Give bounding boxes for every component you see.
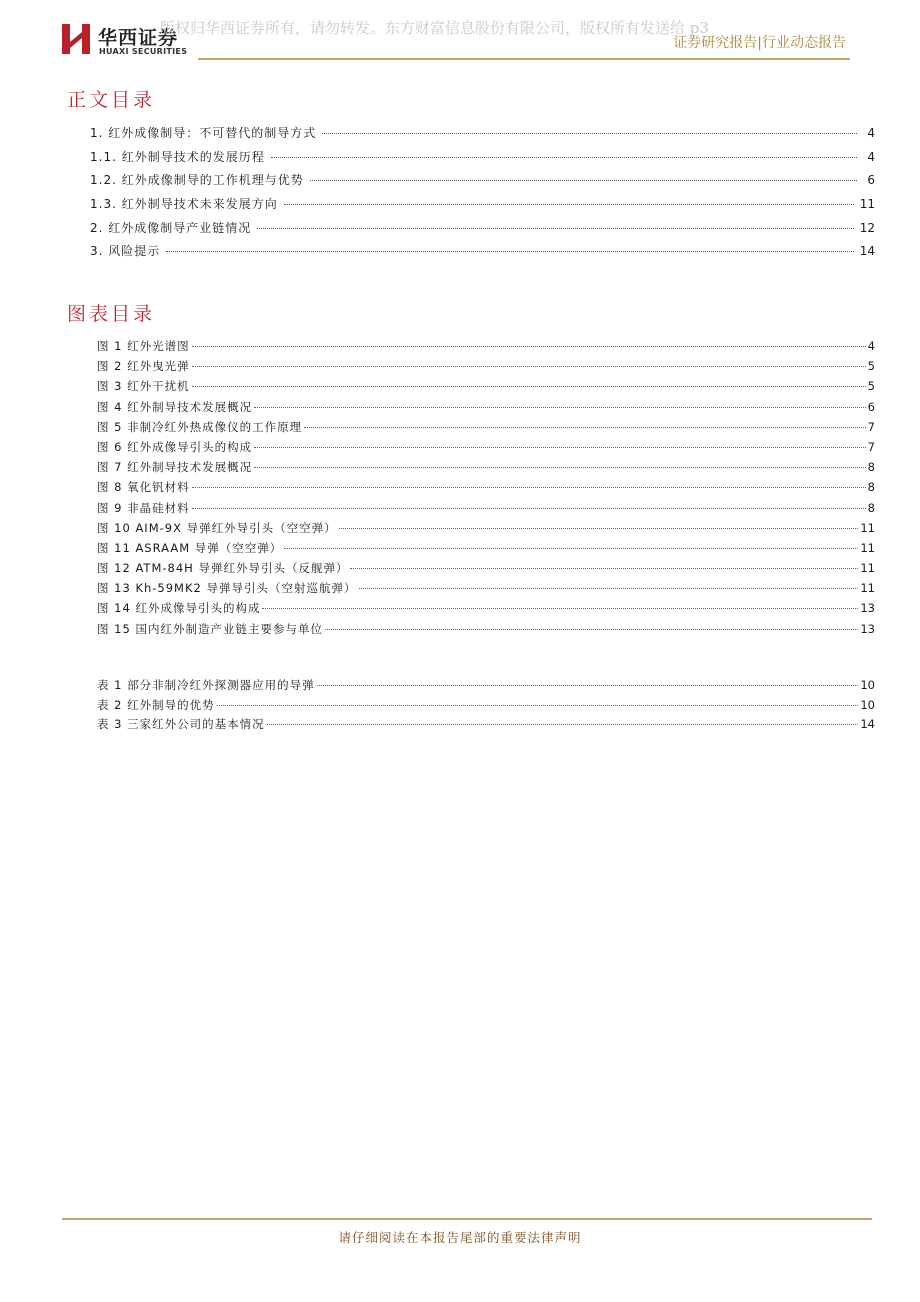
dot-leader	[322, 133, 857, 134]
toc-entry[interactable]	[90, 240, 875, 264]
toc-label: 1. 红外成像制导：不可替代的制导方式	[90, 126, 317, 140]
dot-leader	[271, 157, 857, 158]
dot-leader	[166, 251, 853, 252]
dot-leader	[254, 447, 866, 448]
figure-entry[interactable]	[97, 598, 875, 618]
dot-leader	[192, 346, 866, 347]
figure-page-number: 7	[867, 439, 875, 454]
toc-entry[interactable]	[90, 217, 875, 241]
figure-page-number: 4	[867, 339, 875, 353]
figure-entry[interactable]	[97, 619, 875, 639]
figure-label: 图 8 氧化钒材料	[97, 480, 190, 495]
figure-page-number: 8	[867, 480, 875, 495]
figure-page-number: 11	[860, 561, 875, 576]
legal-disclaimer: 请仔细阅读在本报告尾部的重要法律声明	[338, 1230, 582, 1245]
figure-page-number: 11	[860, 520, 875, 535]
toc-label: 1.1. 红外制导技术的发展历程	[90, 149, 265, 164]
figure-label: 图 11 ASRAAM 导弹（空空弹）	[97, 540, 283, 555]
logo-english-name: HUAXI SECURITIES	[99, 47, 188, 56]
dot-leader	[257, 228, 853, 229]
figure-page-number: 13	[860, 601, 875, 616]
dot-leader	[254, 407, 866, 408]
huaxi-logo-icon	[62, 22, 92, 56]
dot-leader	[304, 427, 866, 428]
figure-entry[interactable]	[97, 437, 875, 457]
figure-label: 图 1 红外光谱图	[97, 339, 190, 353]
toc-page-number: 6	[867, 173, 875, 188]
figure-entry[interactable]	[97, 397, 875, 417]
figure-label: 图 15 国内红外制造产业链主要参与单位	[97, 621, 323, 636]
toc-label: 3. 风险提示	[90, 244, 161, 259]
toc-label: 2. 红外成像制导产业链情况	[90, 220, 252, 235]
dot-leader	[339, 528, 859, 529]
figure-label: 图 12 ATM-84H 导弹红外导引头（反舰弹）	[97, 561, 349, 576]
dot-leader	[217, 705, 859, 706]
dot-leader	[317, 685, 859, 686]
figure-entry[interactable]	[97, 356, 875, 376]
figure-entry[interactable]	[97, 457, 875, 477]
figure-page-number: 13	[860, 621, 875, 636]
toc-entry[interactable]	[90, 146, 875, 170]
figure-entry[interactable]	[97, 376, 875, 396]
table-entry[interactable]	[97, 676, 875, 696]
figure-label: 图 14 红外成像导引头的构成	[97, 601, 261, 616]
toc-entry[interactable]	[90, 122, 875, 146]
table-page-number: 10	[860, 697, 875, 712]
figure-entry[interactable]	[97, 538, 875, 558]
dot-leader	[192, 366, 866, 367]
toc-page-number: 11	[859, 197, 875, 212]
toc-page-number: 4	[867, 126, 875, 140]
figure-label: 图 2 红外曳光弹	[97, 359, 190, 374]
figure-entry[interactable]	[97, 558, 875, 578]
figure-entry[interactable]	[97, 417, 875, 437]
toc-entry[interactable]	[90, 169, 875, 193]
toc-list	[90, 122, 875, 264]
figure-page-number: 5	[867, 379, 875, 394]
toc-label: 1.2. 红外成像制导的工作机理与优势	[90, 173, 304, 188]
header-divider	[198, 58, 850, 60]
tables-list	[97, 676, 875, 735]
figure-label: 图 7 红外制导技术发展概况	[97, 460, 253, 475]
dot-leader	[359, 588, 859, 589]
toc-page-number: 4	[867, 149, 875, 164]
figure-label: 图 6 红外成像导引头的构成	[97, 439, 253, 454]
dot-leader	[284, 204, 854, 205]
dot-leader	[254, 467, 866, 468]
figure-page-number: 5	[867, 359, 875, 374]
table-page-number: 10	[860, 678, 875, 692]
figure-label: 图 5 非制冷红外热成像仪的工作原理	[97, 419, 303, 434]
figure-label: 图 9 非晶硅材料	[97, 500, 190, 515]
toc-page-number: 14	[859, 244, 875, 259]
table-label: 表 1 部分非制冷红外探测器应用的导弹	[97, 678, 315, 692]
figures-list	[97, 336, 875, 639]
figures-title: 图表目录	[67, 303, 156, 325]
dot-leader	[284, 548, 858, 549]
figure-page-number: 11	[860, 581, 875, 596]
dot-leader	[267, 724, 859, 725]
toc-title: 正文目录	[67, 89, 156, 111]
copyright-watermark: 版权归华西证券所有，请勿转发。东方财富信息股份有限公司，版权所有发送给 p3	[160, 19, 709, 37]
dot-leader	[325, 629, 858, 630]
toc-page-number: 12	[859, 220, 875, 235]
report-type-label: 证券研究报告|行业动态报告	[673, 35, 846, 51]
dot-leader	[192, 508, 866, 509]
dot-leader	[262, 608, 858, 609]
logo-chinese-name: 华西证券	[98, 27, 179, 49]
footer-divider	[62, 1218, 872, 1220]
figure-page-number: 8	[867, 500, 875, 515]
figure-entry[interactable]	[97, 578, 875, 598]
figure-entry[interactable]	[97, 477, 875, 497]
table-entry[interactable]	[97, 696, 875, 716]
table-label: 表 3 三家红外公司的基本情况	[97, 717, 265, 731]
figure-label: 图 13 Kh-59MK2 导弹导引头（空射巡航弹）	[97, 581, 357, 596]
table-entry[interactable]	[97, 715, 875, 735]
figure-label: 图 3 红外干扰机	[97, 379, 190, 394]
dot-leader	[350, 568, 858, 569]
toc-label: 1.3. 红外制导技术未来发展方向	[90, 197, 278, 212]
figure-page-number: 6	[867, 399, 875, 414]
figure-page-number: 11	[860, 540, 875, 555]
figure-entry[interactable]	[97, 336, 875, 356]
figure-label: 图 10 AIM-9X 导弹红外导引头（空空弹）	[97, 520, 337, 535]
figure-label: 图 4 红外制导技术发展概况	[97, 399, 253, 414]
table-label: 表 2 红外制导的优势	[97, 697, 215, 712]
dot-leader	[310, 180, 857, 181]
toc-entry[interactable]	[90, 193, 875, 217]
figure-entry[interactable]	[97, 498, 875, 518]
dot-leader	[192, 487, 866, 488]
figure-page-number: 7	[867, 419, 875, 434]
table-page-number: 14	[860, 717, 875, 731]
figure-entry[interactable]	[97, 518, 875, 538]
figure-page-number: 8	[867, 460, 875, 475]
dot-leader	[192, 386, 866, 387]
